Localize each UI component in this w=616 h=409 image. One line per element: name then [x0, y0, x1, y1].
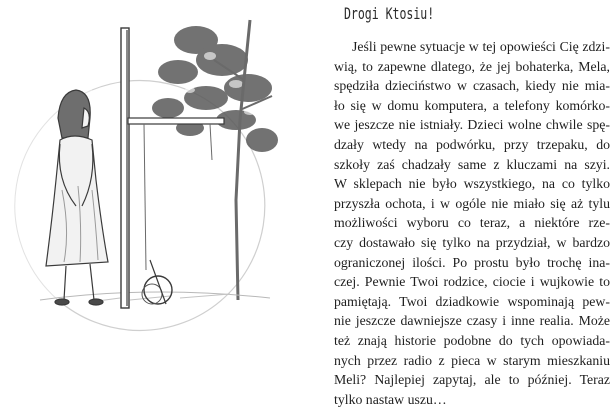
rope [144, 124, 146, 270]
text-line: możliwości wyboru co teraz, a niektóre rze- [334, 215, 610, 231]
text-line: ło się w domu komputera, a telefony komórko- [334, 97, 610, 113]
girl-shoe-right [89, 299, 103, 305]
tree-foliage [152, 26, 278, 152]
text-line: czej. Pewnie Twoi rodzice, ciocie i wujkowie to [334, 274, 610, 290]
text-line: nie jeszcze dawniejsze czasy i inne realia. Może [334, 313, 610, 329]
text-line: W sklepach nie było wszystkiego, na co tylko [334, 176, 610, 192]
girl-face [82, 108, 89, 128]
text-line: też znają historie podobne do tych opowiada- [334, 332, 610, 348]
text-line: we jeszcze nie istniały. Dzieci wolne chwile spę- [334, 117, 610, 133]
text-line: przyszła ochota, i w ogóle nie miało się aż tylu [334, 195, 610, 211]
girl-by-carpet-beater-illustration [0, 0, 300, 408]
letter-column [334, 0, 610, 408]
carpet-beater-bar [128, 118, 224, 124]
text-line: Meli? Najlepiej zapytaj, ale to później. Teraz [334, 372, 610, 388]
girl-dress [46, 136, 108, 266]
hoop-icon [144, 276, 172, 304]
girl-shoe-left [55, 299, 69, 305]
text-line: szkoły zaś chadzały same z kluczami na szyi. [334, 156, 610, 172]
text-line: wią, to zapewne dlatego, że jej bohaterka, Mela, [334, 58, 610, 74]
text-line: pamiętają. Twoi dziadkowie wspominają pew- [334, 293, 610, 309]
ground-shadow [40, 292, 270, 300]
text-line: dzały wtedy na podwórku, przy trzepaku, do [334, 136, 610, 152]
text-line: spędziła dzieciństwo w czasach, kiedy nie mia- [334, 78, 610, 94]
text-line: czy dostawało się tylko na przydział, w bardzo [334, 234, 610, 250]
rope-2 [210, 124, 212, 160]
text-line: ograniczonej ilości. Po prostu było trochę ina- [334, 254, 610, 270]
letter-body [334, 37, 610, 409]
text-line: tylko nastaw uszu… [334, 391, 447, 407]
text-line: Jeśli pewne sytuacje w tej opowieści Cię zdzi- [352, 39, 610, 54]
letter-heading: Drogi Ktosiu! [344, 4, 435, 23]
girl-figure [46, 90, 108, 305]
text-line: nych przez radio z pieca w starym mieszkaniu [334, 352, 610, 368]
